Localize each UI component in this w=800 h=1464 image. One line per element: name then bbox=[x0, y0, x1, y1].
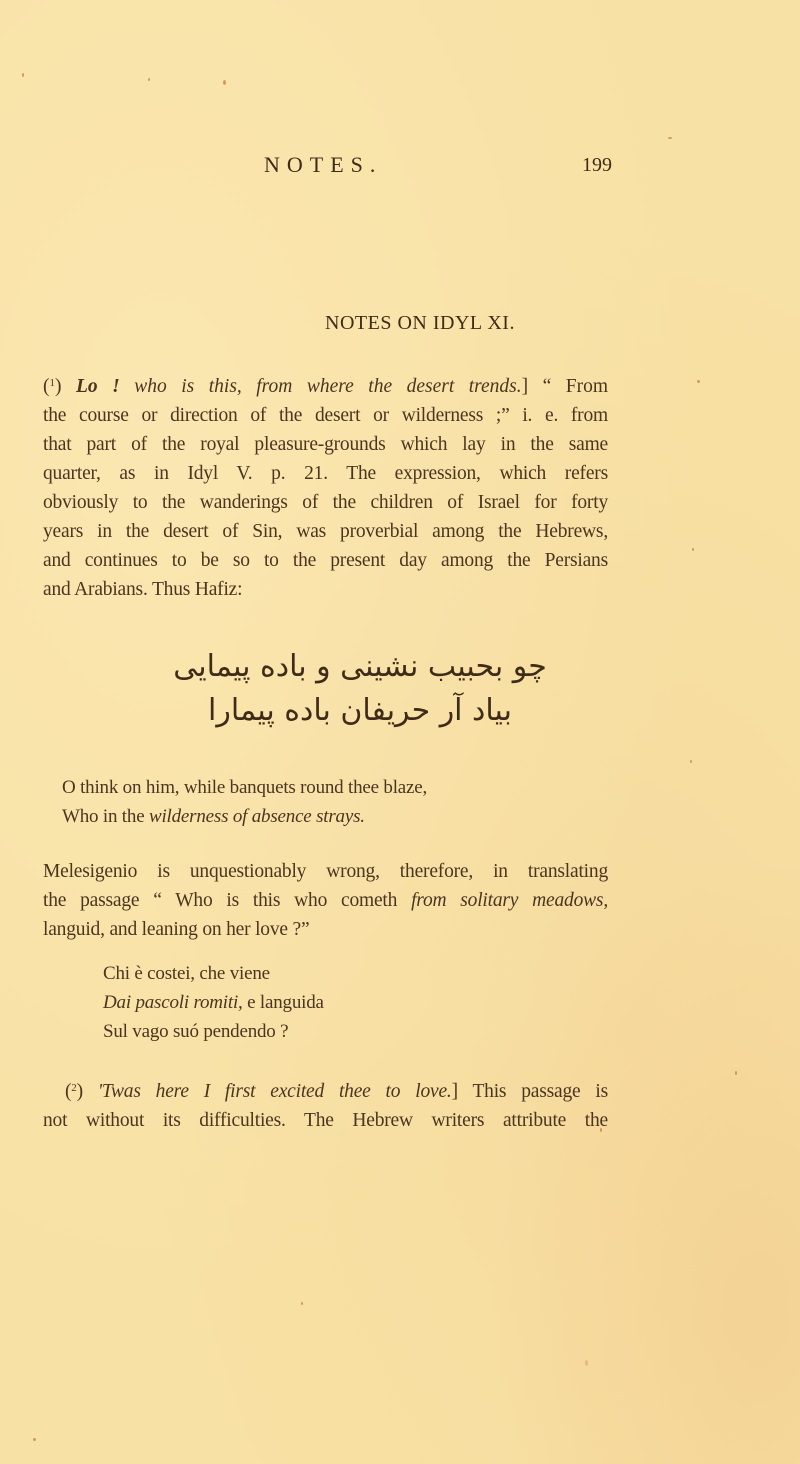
paper-speck bbox=[301, 1302, 303, 1305]
footnote-1-line: quarter, as in Idyl V. p. 21. The expression, which refers bbox=[43, 463, 608, 484]
footnote-2-line bbox=[43, 1074, 608, 1106]
paragraph-line: the passage “ Who is this who cometh from solitary meadows, bbox=[43, 890, 608, 911]
paragraph-line: Melesigenio is unquestionably wrong, therefore, in translating bbox=[43, 861, 608, 882]
footnote-lemma: 'Twas here I first excited thee to love. bbox=[97, 1081, 452, 1102]
paragraph-line: languid, and leaning on her love ?” bbox=[43, 919, 310, 940]
persian-verse-line: بیاد آر حریفان باده پیمارا bbox=[208, 693, 512, 728]
footnote-1-line: and continues to be so to the present day among the Persians bbox=[43, 550, 608, 571]
section-title: NOTES ON IDYL XI. bbox=[325, 312, 515, 334]
lemma-bracket: ] bbox=[521, 376, 529, 397]
footnote-text: This passage is bbox=[457, 1081, 608, 1102]
footnote-1-line: that part of the royal pleasure-grounds which lay in the same bbox=[43, 434, 608, 455]
footnote-2 bbox=[43, 1074, 608, 1135]
footnote-1 bbox=[43, 369, 608, 604]
italian-verse bbox=[103, 959, 324, 1046]
page-number: 199 bbox=[582, 154, 612, 176]
paper-speck bbox=[690, 760, 692, 763]
paper-speck bbox=[22, 73, 24, 77]
footnote-2-line: not without its difficulties. The Hebrew writers attribute the bbox=[43, 1110, 608, 1131]
footnote-1-line bbox=[43, 369, 608, 401]
running-head: NOTES. bbox=[264, 152, 383, 177]
footnote-text: “ From bbox=[542, 376, 609, 397]
paper-speck bbox=[668, 137, 672, 139]
verse-line: O think on him, while banquets round thee blaze, bbox=[62, 777, 428, 798]
paper-speck bbox=[148, 78, 150, 81]
english-verse bbox=[62, 773, 427, 831]
persian-verse bbox=[150, 645, 570, 733]
footnote-1-line: years in the desert of Sin, was proverbial among the Hebrews, bbox=[43, 521, 608, 542]
footnote-lemma: who is this, from where the desert trends. bbox=[134, 376, 522, 397]
paper-speck bbox=[735, 1071, 737, 1075]
verse-line: Dai pascoli romiti, e languida bbox=[103, 992, 324, 1013]
paper-speck bbox=[33, 1438, 36, 1441]
paper-speck bbox=[697, 380, 700, 383]
footnote-1-line: obviously to the wanderings of the children of Israel for forty bbox=[43, 492, 608, 513]
footnote-marker: ($^1$) bbox=[43, 376, 62, 397]
footnote-1-line: and Arabians. Thus Hafiz: bbox=[43, 579, 243, 600]
persian-verse-line: چو بحبیب نشینی و باده پیمایی bbox=[173, 649, 547, 684]
verse-line: Who in the wilderness of absence strays. bbox=[62, 806, 365, 827]
verse-line: Chi è costei, che viene bbox=[103, 963, 270, 984]
footnote-marker: ($^2$) bbox=[65, 1081, 83, 1102]
melesigenio-paragraph bbox=[43, 857, 608, 944]
footnote-lemma-lo: Lo ! bbox=[76, 376, 120, 397]
paper-speck bbox=[223, 80, 226, 85]
paper-speck bbox=[585, 1360, 588, 1366]
footnote-1-line: the course or direction of the desert or wilderness ;” i. e. from bbox=[43, 405, 608, 426]
lemma-bracket: ] bbox=[451, 1081, 458, 1102]
paper-speck bbox=[692, 548, 694, 551]
verse-line: Sul vago suó pendendo ? bbox=[103, 1021, 289, 1042]
